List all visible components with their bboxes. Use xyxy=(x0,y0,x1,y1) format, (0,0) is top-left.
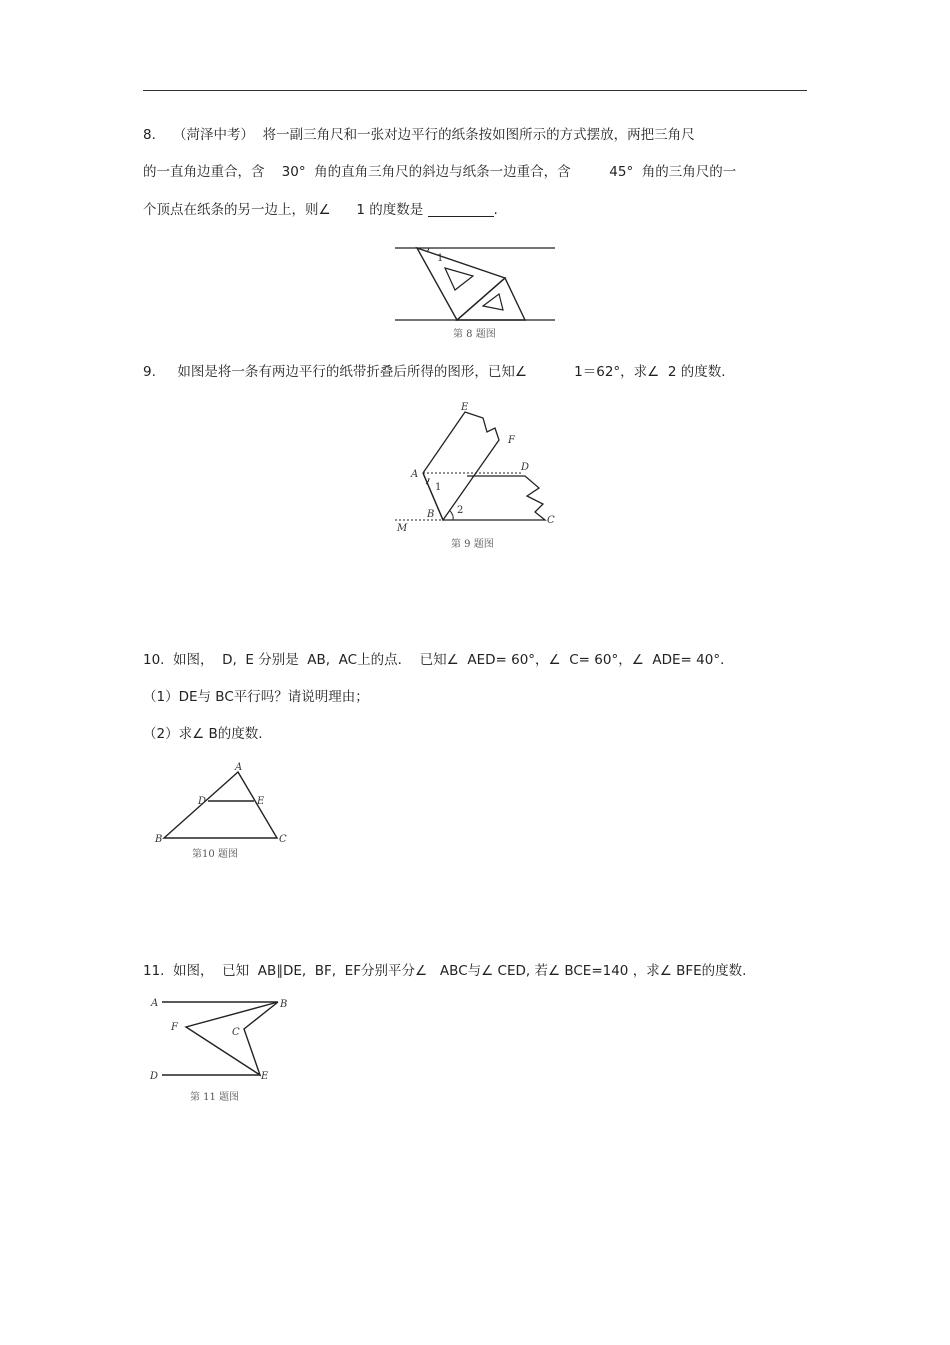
q8-line-3 xyxy=(143,201,498,219)
q10-label-C: C xyxy=(279,834,287,845)
q9-label-A: A xyxy=(411,469,419,480)
q11-text: 11. 如图， 已知 AB∥DE, BF, EF分别平分∠ ABC与∠ CED, 若∠ BCE=140 ，求∠ BFE的度数. xyxy=(143,963,747,979)
q11-label-D: D xyxy=(150,1071,159,1082)
q9-label-D: D xyxy=(521,462,530,473)
q10-figure xyxy=(150,760,295,865)
q9-label-E: E xyxy=(461,402,469,413)
q9-angle-1-label: 1 xyxy=(435,482,442,493)
q8-line-3-period: . xyxy=(493,202,498,218)
q11-label-A: A xyxy=(151,998,159,1009)
q8-caption: 第 8 题图 xyxy=(453,329,496,340)
q10-label-A: A xyxy=(235,762,243,773)
q11-label-F: F xyxy=(171,1022,178,1033)
q8-line-1: 8. （菏泽中考） 将一副三角尺和一张对边平行的纸条按如图所示的方式摆放，两把三角尺 xyxy=(143,127,695,143)
q8-angle-1-label: 1 xyxy=(437,253,444,264)
q11-label-E: E xyxy=(261,1071,269,1082)
q8-figure xyxy=(395,244,560,344)
q11-label-C: C xyxy=(232,1027,240,1038)
q11-label-B: B xyxy=(280,999,288,1010)
q9-label-C: C xyxy=(547,515,555,526)
q10-label-B: B xyxy=(155,834,163,845)
q9-text: 9. 如图是将一条有两边平行的纸带折叠后所得的图形，已知∠ 1＝62°，求∠ 2 的度数. xyxy=(143,364,726,380)
answer-blank xyxy=(428,203,494,217)
q10-line-3: （2）求∠ B的度数. xyxy=(143,726,263,742)
q9-caption: 第 9 题图 xyxy=(451,539,494,550)
q10-caption: 第10 题图 xyxy=(192,849,238,860)
q11-caption: 第 11 题图 xyxy=(190,1092,240,1103)
q10-line-1: 10. 如图， D, E 分别是 AB, AC上的点． 已知∠ AED= 60°，∠ C= 60°，∠ ADE= 40°． xyxy=(143,652,734,668)
q9-angle-2-label: 2 xyxy=(457,505,464,516)
q9-label-B: B xyxy=(427,509,435,520)
q11-figure xyxy=(148,993,293,1108)
header-rule xyxy=(143,90,807,91)
q9-label-F: F xyxy=(508,435,515,446)
q10-line-2: （1）DE与 BC平行吗？请说明理由； xyxy=(143,689,369,705)
q10-label-D: D xyxy=(198,796,207,807)
q8-line-2: 的一直角边重合，含 30° 角的直角三角尺的斜边与纸条一边重合，含 45° 角的三角尺的一 xyxy=(143,164,737,180)
q10-label-E: E xyxy=(257,796,265,807)
q8-line-3-text: 个顶点在纸条的另一边上，则∠ 1 的度数是 xyxy=(143,202,428,218)
q9-label-M: M xyxy=(397,523,408,534)
q9-figure xyxy=(395,400,565,555)
